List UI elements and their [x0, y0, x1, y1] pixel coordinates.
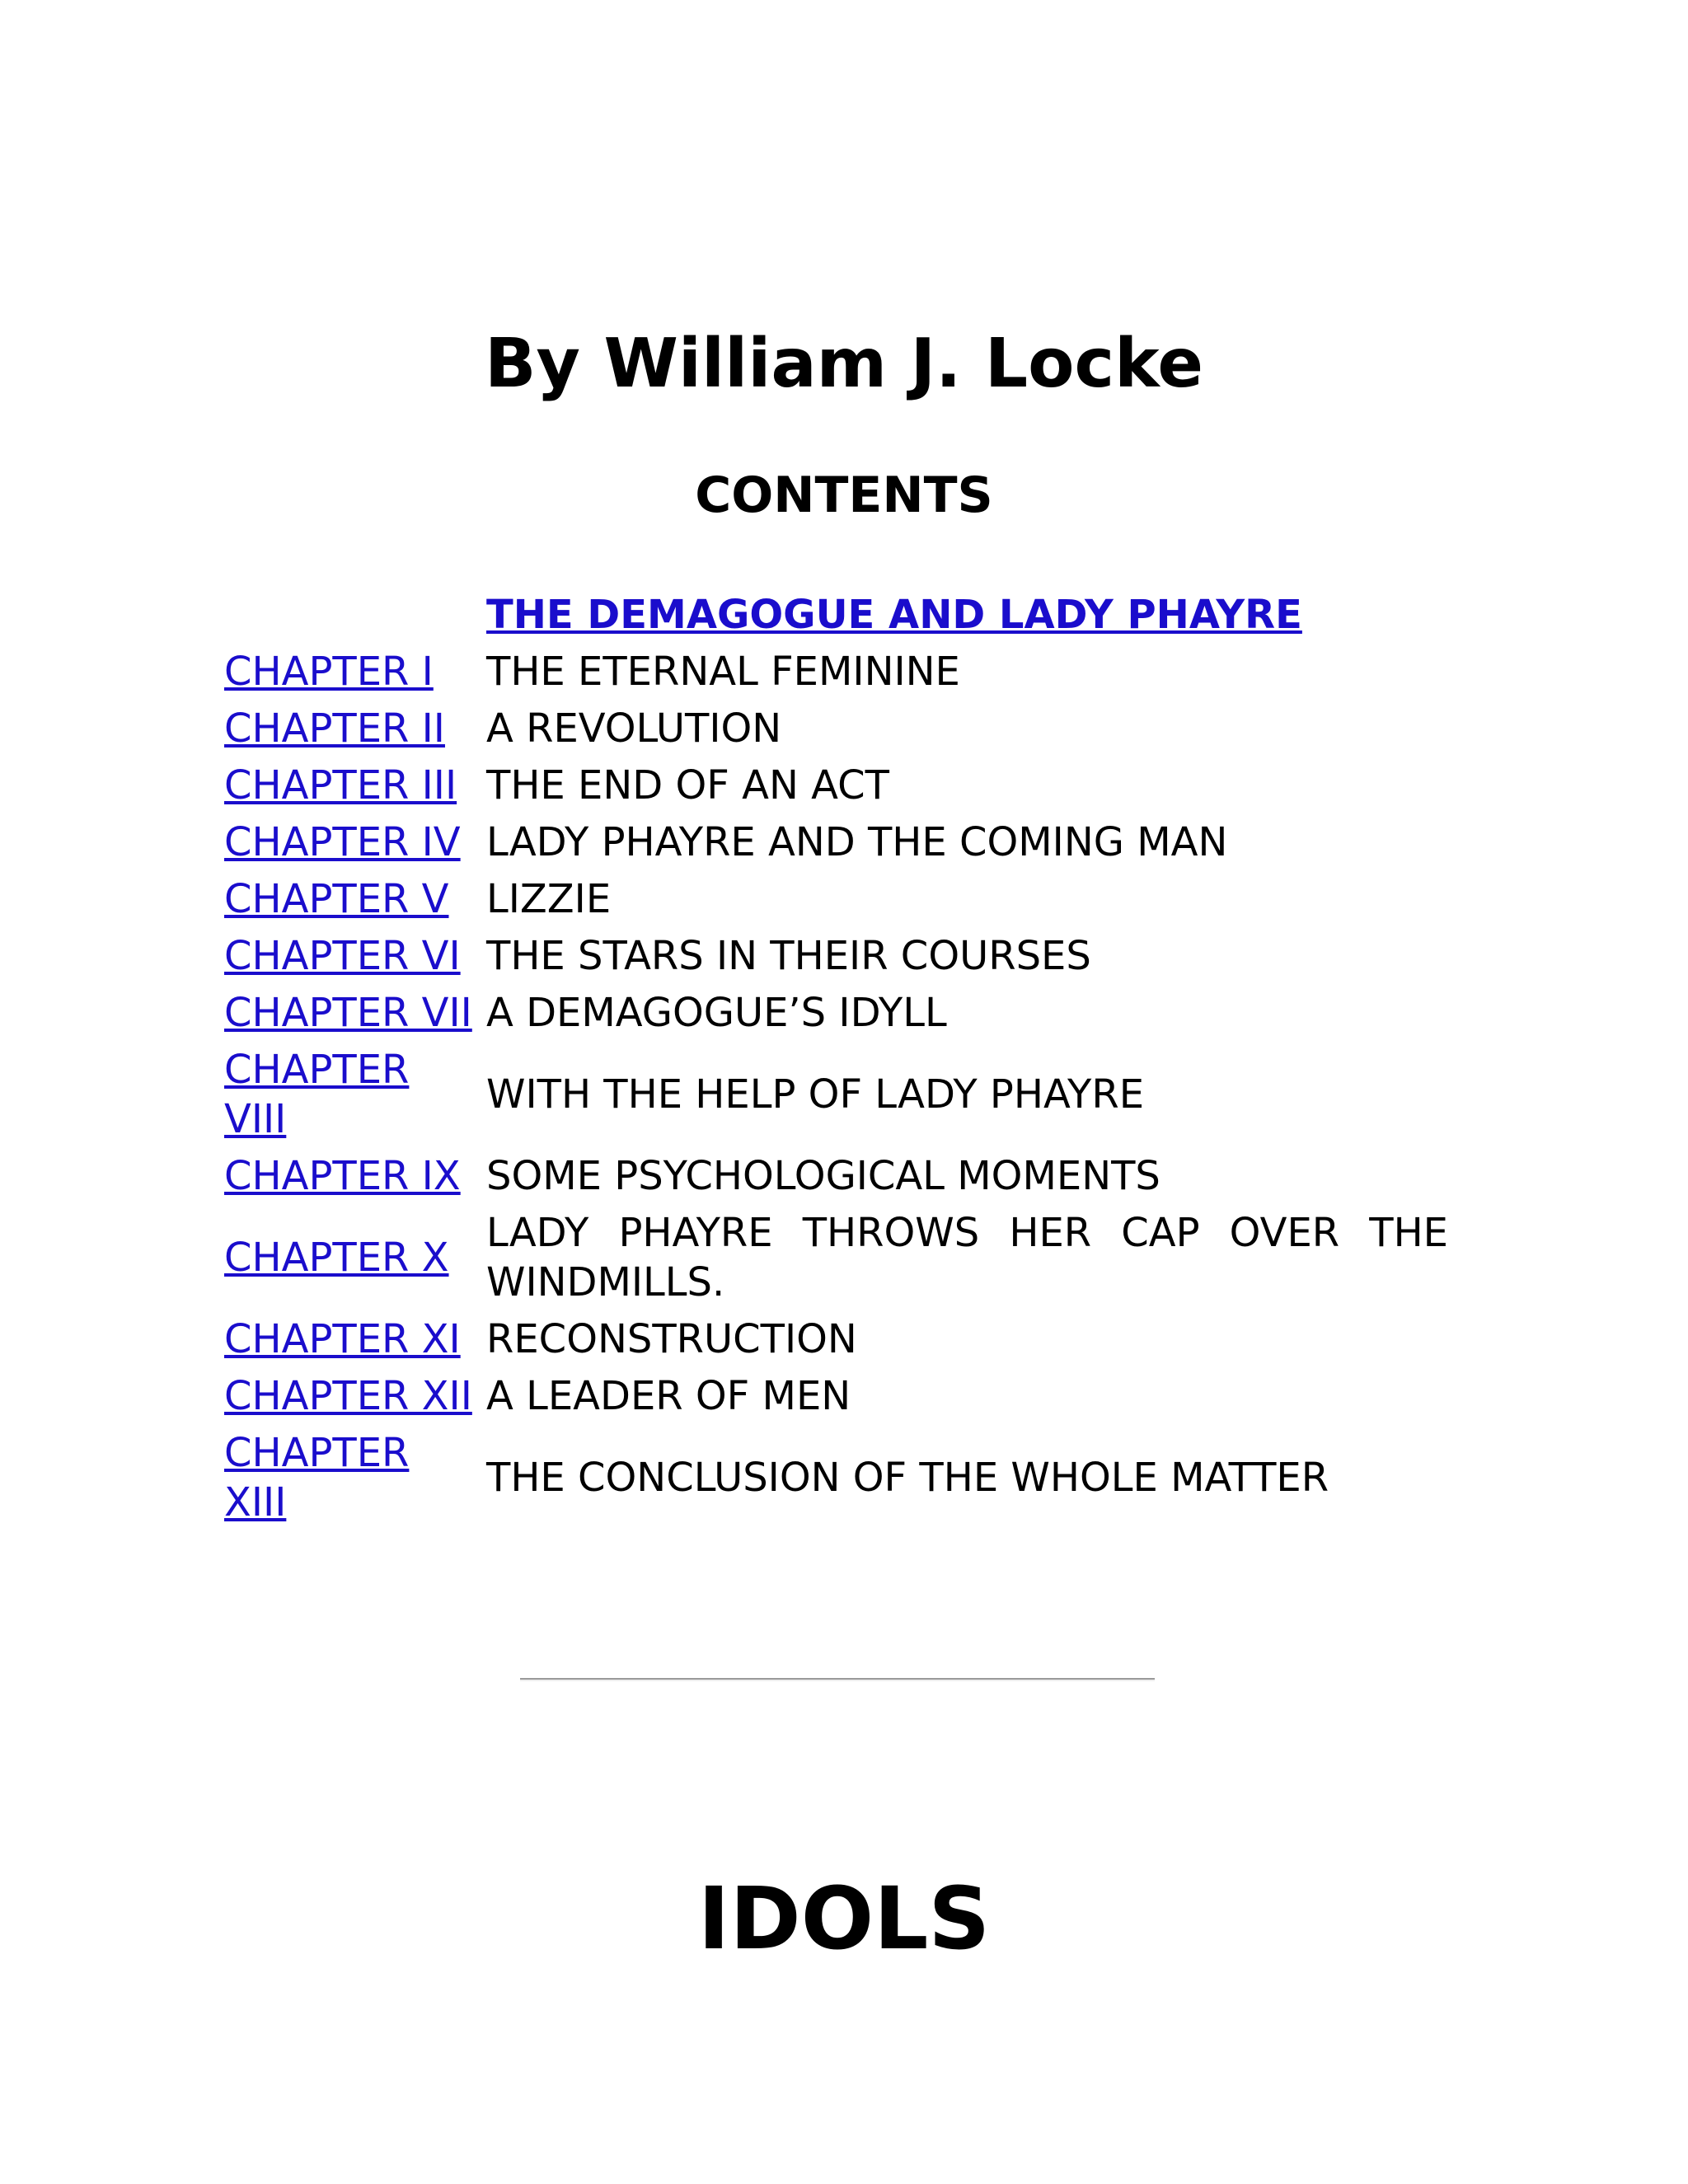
chapter-title: A LEADER OF MEN	[486, 1373, 851, 1419]
chapter-cell	[224, 1205, 486, 1311]
chapter-link-6[interactable]: CHAPTER VI	[224, 933, 461, 979]
table-row	[224, 814, 1448, 871]
table-row	[224, 1205, 1448, 1311]
chapter-cell	[224, 928, 486, 985]
author-line: By William J. Locke	[484, 325, 1204, 403]
chapter-title: RECONSTRUCTION	[486, 1316, 857, 1362]
chapter-title: THE CONCLUSION OF THE WHOLE MATTER	[486, 1455, 1329, 1501]
chapter-cell	[224, 1311, 486, 1368]
chapter-cell	[224, 985, 486, 1042]
chapter-cell	[224, 814, 486, 871]
table-row	[224, 985, 1448, 1042]
chapter-link-5[interactable]: CHAPTER V	[224, 876, 449, 922]
chapter-title: LADY PHAYRE AND THE COMING MAN	[486, 819, 1228, 865]
chapter-link-4[interactable]: CHAPTER IV	[224, 819, 461, 865]
chapter-cell	[224, 1368, 486, 1425]
toc-part-spacer	[224, 587, 486, 644]
table-row	[224, 928, 1448, 985]
chapter-title: LADY PHAYRE THROWS HER CAP OVER THE WINDMILLS.	[486, 1210, 1448, 1305]
table-row	[224, 1425, 1448, 1531]
chapter-title: WITH THE HELP OF LADY PHAYRE	[486, 1071, 1145, 1118]
book-title: IDOLS	[697, 1868, 991, 1969]
chapter-link-9[interactable]: CHAPTER IX	[224, 1153, 461, 1199]
table-row	[224, 1148, 1448, 1205]
chapter-link-12[interactable]: CHAPTER XII	[224, 1373, 472, 1419]
chapter-link-13[interactable]: CHAPTER XIII	[224, 1430, 410, 1526]
chapter-link-10[interactable]: CHAPTER X	[224, 1235, 449, 1281]
chapter-link-8[interactable]: CHAPTER VIII	[224, 1047, 410, 1142]
table-row	[224, 701, 1448, 757]
chapter-cell	[224, 1148, 486, 1205]
chapter-title: THE ETERNAL FEMININE	[486, 649, 960, 695]
chapter-title: SOME PSYCHOLOGICAL MOMENTS	[486, 1153, 1160, 1199]
toc-part-row	[224, 587, 1448, 644]
table-row	[224, 1368, 1448, 1425]
table-row	[224, 1311, 1448, 1368]
chapter-cell	[224, 757, 486, 814]
chapter-title: THE STARS IN THEIR COURSES	[486, 933, 1091, 979]
chapter-cell	[224, 701, 486, 757]
chapter-cell	[224, 644, 486, 701]
table-row	[224, 1042, 1448, 1148]
chapter-title: A REVOLUTION	[486, 705, 782, 752]
chapter-link-7[interactable]: CHAPTER VII	[224, 990, 472, 1036]
part-link-demagogue[interactable]: THE DEMAGOGUE AND LADY PHAYRE	[486, 592, 1302, 638]
chapter-title: A DEMAGOGUE’S IDYLL	[486, 990, 947, 1036]
table-of-contents	[224, 587, 1448, 1531]
chapter-title: THE END OF AN ACT	[486, 762, 889, 808]
contents-heading: CONTENTS	[695, 466, 993, 524]
chapter-link-1[interactable]: CHAPTER I	[224, 649, 434, 695]
chapter-link-3[interactable]: CHAPTER III	[224, 762, 457, 808]
chapter-link-11[interactable]: CHAPTER XI	[224, 1316, 461, 1362]
chapter-cell	[224, 871, 486, 928]
chapter-link-2[interactable]: CHAPTER II	[224, 705, 445, 752]
table-row	[224, 871, 1448, 928]
chapter-title: LIZZIE	[486, 876, 612, 922]
chapter-cell	[224, 1425, 486, 1531]
table-row	[224, 757, 1448, 814]
toc-part-cell	[486, 587, 1448, 644]
chapter-cell	[224, 1042, 486, 1148]
table-row	[224, 644, 1448, 701]
horizontal-rule	[520, 1678, 1155, 1681]
